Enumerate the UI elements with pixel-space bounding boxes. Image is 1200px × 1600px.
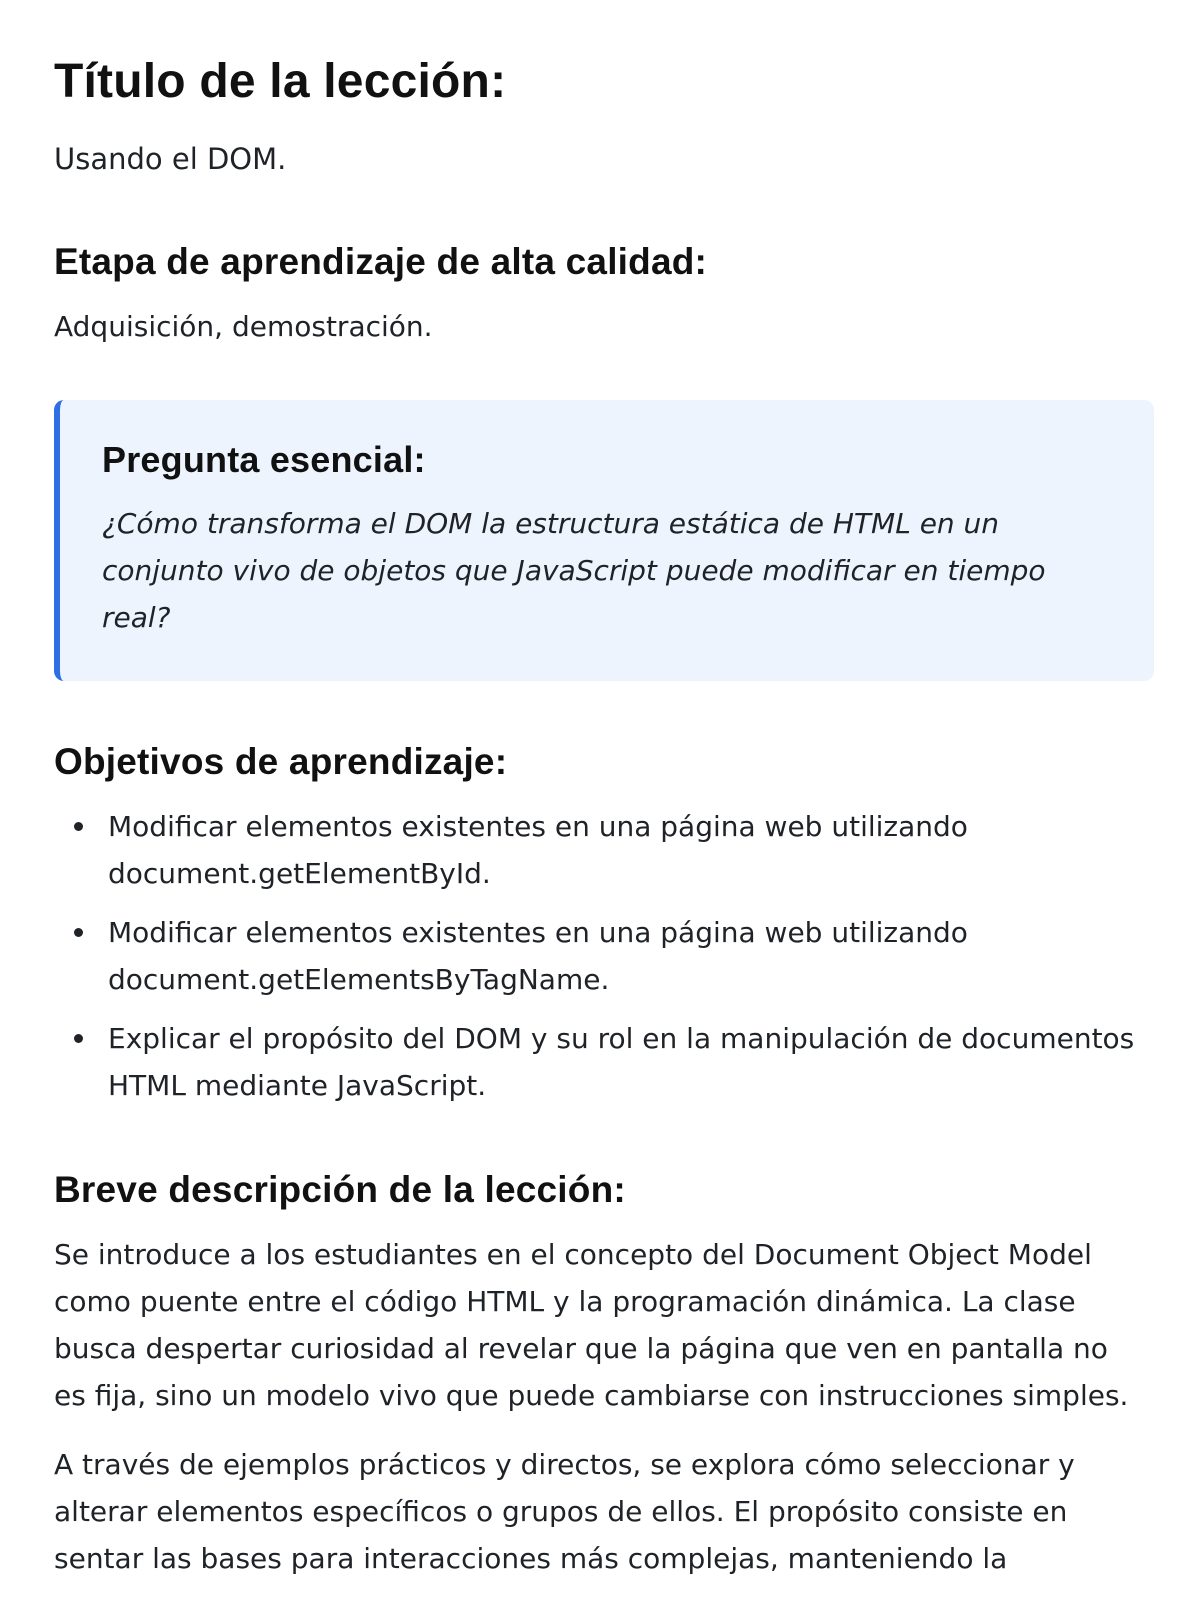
description-paragraph: A través de ejemplos prácticos y directos, se explora cómo seleccionar y alterar elementos específicos o grupos de ellos. El propósito consiste en sentar las bases para interacciones más complejas, manteniendo la (54, 1448, 1075, 1575)
bullet-icon (74, 1034, 83, 1043)
essential-question-heading: Pregunta esencial: (102, 439, 426, 480)
description-paragraph: Se introduce a los estudiantes en el concepto del Document Object Model como puente entre el código HTML y la programación dinámica. La clase busca despertar curiosidad al revelar que la página que ven en pantalla no es fija, sino un modelo vivo que puede cambiarse con instrucciones simples. (54, 1238, 1129, 1412)
learning-stage-heading: Etapa de aprendizaje de alta calidad: (54, 241, 708, 282)
objective-text: Explicar el propósito del DOM y su rol en la manipulación de documentos HTML mediante JavaScript. (108, 1022, 1135, 1102)
description-heading: Breve descripción de la lección: (54, 1169, 626, 1210)
objectives-list (54, 803, 1146, 1109)
essential-question-callout (54, 400, 1154, 681)
bullet-icon (74, 822, 83, 831)
objective-text: Modificar elementos existentes en una página web utilizando document.getElementsByTagName. (108, 916, 968, 996)
lesson-title-heading: Título de la lección: (54, 55, 507, 108)
objective-item (54, 803, 1146, 897)
objective-item (54, 1015, 1146, 1109)
lesson-title-value: Usando el DOM. (54, 142, 287, 176)
objective-text: Modificar elementos existentes en una página web utilizando document.getElementById. (108, 810, 968, 890)
learning-stage-value: Adquisición, demostración. (54, 310, 433, 343)
objective-item (54, 909, 1146, 1003)
bullet-icon (74, 928, 83, 937)
objectives-heading: Objetivos de aprendizaje: (54, 741, 508, 782)
essential-question-text: ¿Cómo transforma el DOM la estructura estática de HTML en un conjunto vivo de objetos que JavaScript puede modificar en tiempo real? (102, 507, 1046, 634)
